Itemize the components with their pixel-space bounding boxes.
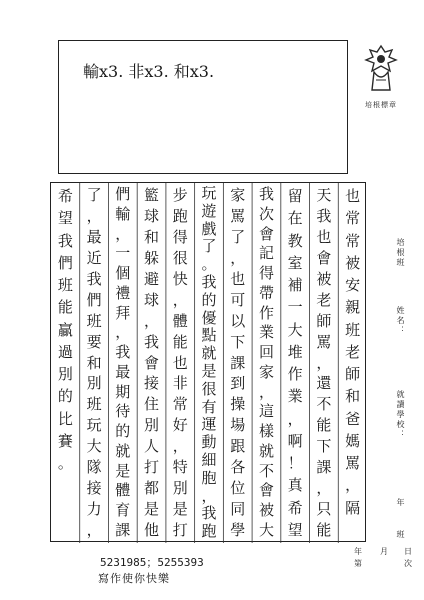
essay-char: 爸 xyxy=(345,409,361,428)
essay-char: 老 xyxy=(345,342,361,361)
seal-label: 培根標章 xyxy=(365,101,397,109)
essay-char: ， xyxy=(172,290,188,309)
essay-char: 常 xyxy=(172,395,188,414)
date-number: 第 xyxy=(354,559,362,568)
essay-char: 會 xyxy=(258,224,274,243)
essay-char: 就 xyxy=(201,344,217,363)
essay-char: ， xyxy=(115,224,131,243)
essay-char: 們 xyxy=(115,185,131,203)
essay-char: 最 xyxy=(86,227,102,246)
essay-char: 動 xyxy=(201,433,217,452)
essay-char: 待 xyxy=(115,402,131,421)
essay-char: 非 xyxy=(172,374,188,393)
essay-char: 師 xyxy=(345,365,361,383)
essay-char: 我 xyxy=(144,332,160,351)
essay-char: ， xyxy=(345,476,361,495)
essay-char: 隊 xyxy=(86,458,102,477)
essay-char: 在 xyxy=(287,209,303,228)
essay-char: 是 xyxy=(201,361,217,380)
essay-column xyxy=(52,185,78,474)
essay-char: 跑 xyxy=(172,206,188,225)
essay-char: 希 xyxy=(287,498,303,517)
essay-char: 要 xyxy=(86,332,102,351)
essay-char: 我 xyxy=(201,504,217,523)
essay-char: ！ xyxy=(287,454,303,472)
essay-char: 留 xyxy=(287,187,303,205)
essay-char: 好 xyxy=(172,416,188,435)
essay-char: 隔 xyxy=(345,498,361,517)
essay-char: 近 xyxy=(86,248,102,267)
essay-char: 一 xyxy=(287,298,303,317)
essay-char: 我 xyxy=(201,272,217,291)
essay-column xyxy=(167,185,193,541)
essay-char: 罵 xyxy=(230,206,246,225)
essay-char: 補 xyxy=(287,276,303,294)
essay-char: 室 xyxy=(287,253,303,272)
essay-char: ， xyxy=(316,479,332,498)
essay-char: 胞 xyxy=(201,468,217,487)
essay-char: 是 xyxy=(144,500,160,519)
essay-char: 我 xyxy=(57,231,73,250)
essay-char: 被 xyxy=(258,501,274,520)
essay-char: 不 xyxy=(316,395,332,414)
class-number-label: 班 xyxy=(396,530,405,540)
essay-char: 大 xyxy=(258,521,274,540)
essay-char: 會 xyxy=(144,353,160,372)
essay-char: 禮 xyxy=(115,283,131,302)
essay-char: 也 xyxy=(172,353,188,372)
essay-char: 班 xyxy=(345,320,361,339)
essay-char: 以 xyxy=(230,311,246,330)
essay-char: 跟 xyxy=(230,437,246,456)
essay-column xyxy=(282,185,308,541)
footer-slogan: 寫作使你快樂 xyxy=(98,572,170,585)
essay-char: 籃 xyxy=(144,186,160,204)
essay-char: 接 xyxy=(144,374,160,393)
essay-char: 天 xyxy=(316,186,332,204)
essay-char: ， xyxy=(287,409,303,428)
essay-char: 場 xyxy=(230,416,246,435)
essay-char: 家 xyxy=(230,186,246,204)
essay-char: 我 xyxy=(258,185,274,203)
essay-char: 業 xyxy=(287,387,303,406)
date-month: 月 xyxy=(380,547,388,556)
essay-char: 了 xyxy=(201,237,217,256)
essay-char: 的 xyxy=(57,387,73,406)
essay-char: 他 xyxy=(144,521,160,539)
essay-char: 也 xyxy=(345,187,361,205)
essay-char: 避 xyxy=(144,269,160,288)
essay-char: 得 xyxy=(258,264,274,283)
essay-char: 戲 xyxy=(201,219,217,238)
essay-column xyxy=(225,185,251,541)
date-day: 日 xyxy=(404,547,412,556)
essay-char: 期 xyxy=(115,382,131,401)
essay-char: 希 xyxy=(57,187,73,205)
date-year: 年 xyxy=(354,547,362,556)
essay-char: 各 xyxy=(230,458,246,477)
essay-char: 學 xyxy=(230,521,246,539)
essay-char: 不 xyxy=(258,461,274,480)
essay-char: 。 xyxy=(57,454,73,472)
essay-char: 們 xyxy=(57,253,73,272)
essay-char: 家 xyxy=(258,362,274,381)
essay-char: 有 xyxy=(201,397,217,416)
essay-char: 操 xyxy=(230,395,246,414)
essay-char: 別 xyxy=(144,416,160,435)
grade-label: 年 xyxy=(396,498,405,508)
essay-char: 我 xyxy=(86,269,102,288)
essay-char: 課 xyxy=(230,353,246,372)
essay-char: 真 xyxy=(287,476,303,495)
essay-char: 一 xyxy=(115,244,131,263)
essay-char: 跑 xyxy=(201,522,217,541)
footer-phone-numbers: 5231985；5255393 xyxy=(100,556,204,569)
essay-char: ， xyxy=(86,206,102,225)
essay-char: 過 xyxy=(57,342,73,361)
essay-column xyxy=(139,185,165,541)
essay-char: 別 xyxy=(172,479,188,498)
essay-char: 師 xyxy=(316,311,332,330)
essay-char: 贏 xyxy=(57,320,73,339)
essay-char: 遊 xyxy=(201,201,217,220)
essay-char: 課 xyxy=(115,521,131,540)
essay-char: 特 xyxy=(172,458,188,477)
essay-char: 體 xyxy=(172,311,188,330)
essay-char: 玩 xyxy=(201,184,217,202)
essay-char: 。 xyxy=(201,255,217,274)
essay-char: 們 xyxy=(86,290,102,309)
essay-char: 快 xyxy=(172,269,188,288)
teacher-comment-box xyxy=(58,40,348,174)
essay-char: 位 xyxy=(230,479,246,498)
essay-char: 下 xyxy=(230,332,246,351)
seal-icon xyxy=(362,42,400,96)
essay-char: 同 xyxy=(230,500,246,519)
essay-char: 被 xyxy=(316,269,332,288)
essay-char: 運 xyxy=(201,415,217,434)
essay-char: 能 xyxy=(57,298,73,317)
essay-column xyxy=(196,185,222,541)
essay-char: 常 xyxy=(345,231,361,250)
essay-char: 樣 xyxy=(258,422,274,441)
essay-char: 我 xyxy=(316,206,332,225)
essay-char: 輸 xyxy=(115,204,131,223)
essay-char: 玩 xyxy=(86,416,102,435)
essay-char: ， xyxy=(172,437,188,456)
essay-char: 很 xyxy=(201,379,217,398)
essay-column xyxy=(340,185,366,519)
essay-char: 這 xyxy=(258,402,274,421)
essay-char: ， xyxy=(115,323,131,342)
essay-char: 堆 xyxy=(287,342,303,361)
essay-char: 能 xyxy=(172,332,188,351)
essay-char: 班 xyxy=(86,395,102,414)
essay-char: 點 xyxy=(201,326,217,345)
essay-char: 常 xyxy=(345,209,361,228)
essay-char: 帶 xyxy=(258,283,274,302)
essay-column xyxy=(81,185,107,541)
essay-char: 打 xyxy=(144,458,160,477)
essay-char: 班 xyxy=(86,311,102,330)
essay-char: 的 xyxy=(201,290,217,309)
essay-char: 力 xyxy=(86,500,102,519)
essay-char: 到 xyxy=(230,374,246,393)
essay-char: 育 xyxy=(115,501,131,520)
essay-char: 別 xyxy=(86,374,102,393)
teacher-comment: 輸x3. 非x3. 和x3. xyxy=(83,62,215,81)
essay-char: 球 xyxy=(144,206,160,225)
essay-char: 住 xyxy=(144,395,160,414)
essay-char: 也 xyxy=(230,269,246,288)
essay-char: 教 xyxy=(287,231,303,250)
essay-char: 和 xyxy=(345,387,361,406)
essay-char: 回 xyxy=(258,343,274,362)
essay-char: ， xyxy=(144,311,160,330)
essay-char: 作 xyxy=(258,303,274,322)
essay-char: 老 xyxy=(316,290,332,309)
essay-char: 媽 xyxy=(345,431,361,450)
essay-column xyxy=(110,185,136,541)
essay-char: 大 xyxy=(287,320,303,339)
essay-char: ， xyxy=(86,521,102,539)
essay-char: 躲 xyxy=(144,248,160,267)
essay-char: ， xyxy=(316,353,332,372)
essay-char: 我 xyxy=(115,343,131,362)
essay-char: 作 xyxy=(287,365,303,383)
date-times: 次 xyxy=(404,559,412,568)
essay-char: 別 xyxy=(57,365,73,383)
essay-char: 能 xyxy=(316,521,332,539)
essay-char: 和 xyxy=(144,227,160,246)
essay-char: 就 xyxy=(258,441,274,460)
essay-char: ， xyxy=(230,248,246,267)
essay-char: 啊 xyxy=(287,431,303,450)
essay-char: 能 xyxy=(316,416,332,435)
essay-column xyxy=(253,185,279,541)
essay-char: 安 xyxy=(345,276,361,294)
essay-char: 次 xyxy=(258,204,274,223)
essay-char: 罵 xyxy=(316,332,332,351)
essay-char: 賽 xyxy=(57,431,73,450)
essay-char: 細 xyxy=(201,450,217,469)
essay-char: 就 xyxy=(115,441,131,460)
essay-char: 只 xyxy=(316,500,332,519)
essay-char: 步 xyxy=(172,186,188,204)
essay-char: ， xyxy=(258,382,274,401)
essay-char: 會 xyxy=(258,481,274,500)
essay-char: 還 xyxy=(316,374,332,393)
class-label: 培根班 xyxy=(396,238,405,268)
essay-char: 會 xyxy=(316,248,332,267)
essay-char: 個 xyxy=(115,264,131,283)
essay-char: 下 xyxy=(316,437,332,456)
essay-char: 打 xyxy=(172,521,188,539)
school-field-label: 就讀學校： xyxy=(396,390,405,440)
essay-char: 望 xyxy=(57,209,73,228)
essay-char: 最 xyxy=(115,362,131,381)
essay-column xyxy=(311,185,337,541)
essay-char: 都 xyxy=(144,479,160,498)
essay-grid xyxy=(50,182,366,542)
name-label: 姓名： xyxy=(396,306,405,336)
essay-char: 望 xyxy=(287,520,303,539)
essay-char: 可 xyxy=(230,290,246,309)
essay-char: 班 xyxy=(57,276,73,294)
essay-char: 業 xyxy=(258,323,274,342)
essay-char: 親 xyxy=(345,298,361,317)
essay-char: 球 xyxy=(144,290,160,309)
essay-char: 大 xyxy=(86,437,102,456)
essay-char: 人 xyxy=(144,437,160,456)
essay-char: 是 xyxy=(115,461,131,480)
essay-char: 了 xyxy=(86,186,102,204)
essay-char: 也 xyxy=(316,227,332,246)
essay-char: 是 xyxy=(172,500,188,519)
essay-char: ， xyxy=(201,486,217,505)
essay-char: 的 xyxy=(115,422,131,441)
essay-char: 體 xyxy=(115,481,131,500)
essay-char: 很 xyxy=(172,248,188,267)
essay-char: 拜 xyxy=(115,303,131,322)
essay-char: 和 xyxy=(86,353,102,372)
essay-char: 了 xyxy=(230,227,246,246)
essay-char: 被 xyxy=(345,253,361,272)
essay-char: 課 xyxy=(316,458,332,477)
essay-char: 接 xyxy=(86,479,102,498)
essay-char: 得 xyxy=(172,227,188,246)
essay-char: 罵 xyxy=(345,454,361,472)
essay-char: 優 xyxy=(201,308,217,327)
essay-char: 比 xyxy=(57,409,73,428)
essay-char: 記 xyxy=(258,244,274,263)
